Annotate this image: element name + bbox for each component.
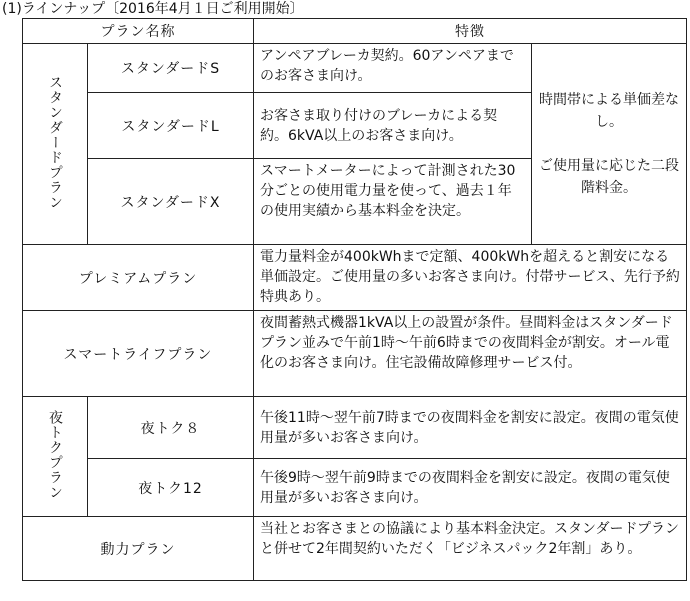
plan-desc-premium: 電力量料金が400kWhまで定額、400kWhを超えると割安になる単価設定。ご使用量の多いお客さま向け。付帯サービス、先行予約特典あり。 xyxy=(254,245,687,311)
section-caption: (1)ラインナップ〔2016年4月１日ご利用開始〕 xyxy=(2,1,304,17)
standard-shared-note-cell xyxy=(532,44,687,245)
plan-desc-standard-x: スマートメーターによって計測された30分ごとの使用電力量を使って、過去１年の使用実績から基本料金を決定。 xyxy=(254,159,532,245)
plan-name-standard-x: スタンダードX xyxy=(88,159,254,245)
standard-shared-note-2: ご使用量に応じた二段階料金。 xyxy=(539,158,679,196)
header-row xyxy=(23,19,687,44)
plan-name-standard-s: スタンダードS xyxy=(88,44,254,93)
plan-lineup-table xyxy=(22,18,687,581)
table-row xyxy=(23,459,687,517)
plan-name-power: 動力プラン xyxy=(23,517,254,581)
table-row xyxy=(23,311,687,397)
table-row xyxy=(23,44,687,93)
header-feature: 特徴 xyxy=(254,19,687,44)
plan-desc-smartlife: 夜間蓄熱式機器1kVA以上の設置が条件。昼間料金はスタンダードプラン並みで午前1時～午前6時までの夜間料金が割安。オール電化のお客さま向け。住宅設備故障修理サービス付。 xyxy=(254,311,687,397)
night-group-label: 夜トクプラン xyxy=(47,409,63,500)
header-plan-name: プラン名称 xyxy=(23,19,254,44)
plan-desc-standard-s: アンペアブレーカ契約。60アンペアまでのお客さま向け。 xyxy=(254,44,532,93)
plan-name-night-12: 夜トク12 xyxy=(88,459,254,517)
standard-group-label: スタンダードプラン xyxy=(47,74,63,210)
plan-name-night-8: 夜トク８ xyxy=(88,397,254,459)
night-group-label-cell xyxy=(23,397,88,517)
table-row xyxy=(23,245,687,311)
standard-group-label-cell xyxy=(23,44,88,245)
table-row xyxy=(23,397,687,459)
standard-shared-note-1: 時間帯による単価差なし。 xyxy=(539,92,679,130)
plan-desc-power: 当社とお客さまとの協議により基本料金決定。スタンダードプランと併せて2年間契約いただく「ビジネスパック2年割」あり。 xyxy=(254,517,687,581)
plan-desc-night-12: 午後9時～翌午前9時までの夜間料金を割安に設定。夜間の電気使用量が多いお客さま向け。 xyxy=(254,459,687,517)
plan-name-smartlife: スマートライフプラン xyxy=(23,311,254,397)
plan-name-premium: プレミアムプラン xyxy=(23,245,254,311)
plan-desc-standard-l: お客さま取り付けのブレーカによる契約。6kVA以上のお客さま向け。 xyxy=(254,93,532,159)
plan-desc-night-8: 午後11時～翌午前7時までの夜間料金を割安に設定。夜間の電気使用量が多いお客さま向け。 xyxy=(254,397,687,459)
table-row xyxy=(23,517,687,581)
plan-name-standard-l: スタンダードL xyxy=(88,93,254,159)
